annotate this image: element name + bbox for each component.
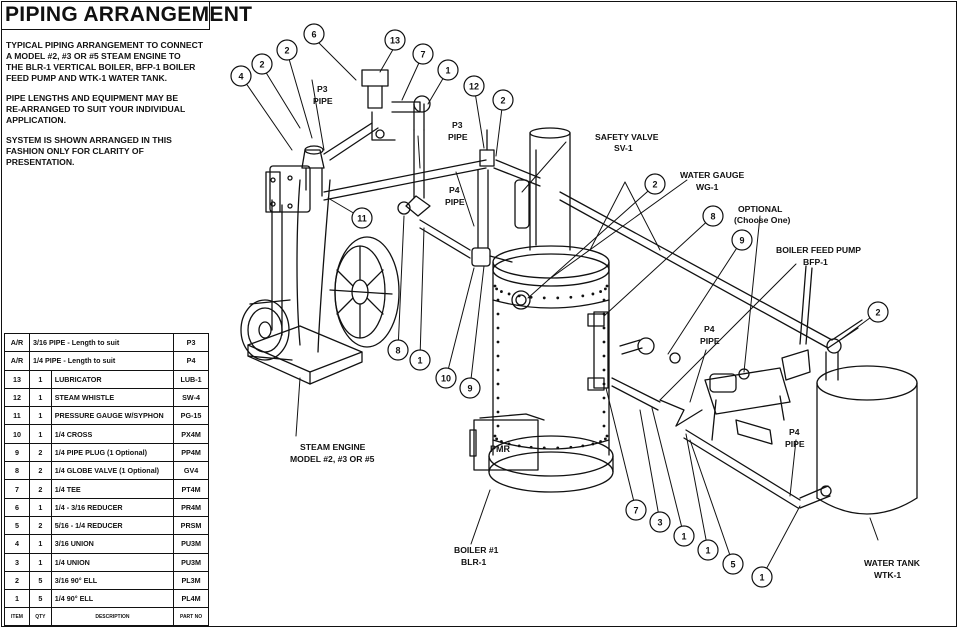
balloon-number: 8 [395,345,401,356]
bom-header-cell: DESCRIPTION [51,608,173,626]
boiler-badge: PMR [490,444,510,454]
bom-qty: 5 [29,571,51,589]
bom-description: PRESSURE GAUGE W/SYPHON [51,407,173,425]
bom-part-no: PT4M [174,480,209,498]
bill-of-materials [4,333,209,626]
pipe-label-3: PIPE [445,197,465,207]
bom-qty: 1 [29,553,51,571]
bom-description: 1/4 GLOBE VALVE (1 Optional) [51,462,173,480]
p3-label-1: P3 [317,84,328,94]
balloon-number: 1 [705,545,711,556]
bom-row [5,535,209,553]
balloon-number: 3 [657,517,663,528]
pipe-label-1: PIPE [313,96,333,106]
balloon-number: 1 [681,531,687,542]
bom-part-no: PG-15 [174,407,209,425]
bom-item: 1 [5,590,30,608]
bom-item: 6 [5,498,30,516]
bom-row [5,370,209,388]
note-1: TYPICAL PIPING ARRANGEMENT TO CONNECT A MODEL #2, #3 OR #5 STEAM ENGINE TO THE BLR-1 VERTICAL BOILER, BFP-1 BOILER FEED PUMP AND WTK-1 WATER TANK. [6,40,204,83]
bom-row [5,571,209,589]
bom-description: 1/4 90° ELL [51,590,173,608]
balloon-number: 11 [357,213,367,224]
bom-qty: 2 [29,443,51,461]
bom-description: 1/4 UNION [51,553,173,571]
balloon-number: 2 [284,45,290,56]
bom-part-no: PRSM [174,516,209,534]
safety-valve-label: SAFETY VALVE [595,132,659,142]
feed-pump-label: BOILER FEED PUMP [776,245,861,255]
bom-description: STEAM WHISTLE [51,388,173,406]
bom-item: A/R [5,334,30,352]
bom-header-cell: QTY [29,608,51,626]
balloon-number: 7 [420,49,426,60]
bom-description: 3/16 UNION [51,535,173,553]
note-3: SYSTEM IS SHOWN ARRANGED IN THIS FASHION ONLY FOR CLARITY OF PRESENTATION. [6,135,172,167]
bom-row [5,388,209,406]
pipe-label-5: PIPE [785,439,805,449]
bom-description: 3/16 PIPE - Length to suit [29,334,173,352]
bom-row [5,443,209,461]
bom-item: 7 [5,480,30,498]
bom-row [5,498,209,516]
steam-engine-label: STEAM ENGINE [300,442,366,452]
bom-header-row [5,608,209,626]
bom-header-cell: ITEM [5,608,30,626]
bom-qty: 1 [29,388,51,406]
bom-row [5,334,209,352]
bom-part-no: P3 [174,334,209,352]
bom-description: 1/4 - 3/16 REDUCER [51,498,173,516]
balloon-number: 9 [739,235,745,246]
bom-row [5,516,209,534]
bom-qty: 5 [29,590,51,608]
balloon-number: 1 [417,355,423,366]
steam-engine-model-label: MODEL #2, #3 OR #5 [290,454,375,464]
bom-description: 1/4 PIPE PLUG (1 Optional) [51,443,173,461]
notes [6,40,206,177]
bom-part-no: PU3M [174,553,209,571]
bom-qty: 2 [29,480,51,498]
bom-item: 3 [5,553,30,571]
bom-description: 1/4 PIPE - Length to suit [29,352,173,370]
bom-description: 3/16 90° ELL [51,571,173,589]
bom-item: 12 [5,388,30,406]
bom-item: 4 [5,535,30,553]
balloon-number: 13 [389,35,401,46]
bom-item: 13 [5,370,30,388]
balloon-number: 5 [730,559,736,570]
bom-description: 1/4 TEE [51,480,173,498]
bom-row [5,480,209,498]
bom-row [5,553,209,571]
balloon-number: 9 [467,383,473,394]
p4-label-3: P4 [789,427,800,437]
balloon-number: 7 [633,505,639,516]
p3-label-2: P3 [452,120,463,130]
bom-description: LUBRICATOR [51,370,173,388]
bom-part-no: GV4 [174,462,209,480]
p4-label-1: P4 [449,185,460,195]
bom-qty: 1 [29,498,51,516]
drawing-title: PIPING ARRANGEMENT [5,3,253,26]
pipe-label-4: PIPE [700,336,720,346]
p4-label-2: P4 [704,324,715,334]
bom-part-no: PX4M [174,425,209,443]
balloon-number: 8 [710,211,716,222]
water-gauge-label: WATER GAUGE [680,170,745,180]
bom-header-cell: PART NO [174,608,209,626]
balloon-number: 6 [311,29,317,40]
balloon-number: 4 [238,71,244,82]
bom-description: 1/4 CROSS [51,425,173,443]
choose-one-label: (Choose One) [734,215,791,225]
bom-item: 5 [5,516,30,534]
bom-part-no: PR4M [174,498,209,516]
title-box [1,1,253,30]
feed-pump-code-label: BFP-1 [803,257,828,267]
bom-qty: 2 [29,462,51,480]
boiler-label: BOILER #1 [454,545,499,555]
bom-part-no: PP4M [174,443,209,461]
bom-item: 11 [5,407,30,425]
bom-row [5,462,209,480]
bom-part-no: P4 [174,352,209,370]
balloon-number: 1 [759,572,765,583]
water-gauge-code-label: WG-1 [696,182,719,192]
bom-part-no: PL3M [174,571,209,589]
bom-row [5,407,209,425]
bom-qty: 1 [29,407,51,425]
bom-part-no: SW-4 [174,388,209,406]
pipe-label-2: PIPE [448,132,468,142]
balloon-number: 2 [875,307,881,318]
bom-part-no: PU3M [174,535,209,553]
water-tank-code-label: WTK-1 [874,570,902,580]
bom-description: 5/16 - 1/4 REDUCER [51,516,173,534]
balloon-number: 1 [445,65,451,76]
balloon-number: 10 [440,373,452,384]
bom-item: 2 [5,571,30,589]
balloon-number: 2 [259,59,265,70]
bom-row [5,425,209,443]
bom-qty: 1 [29,425,51,443]
balloon-number: 12 [468,81,480,92]
bom-part-no: PL4M [174,590,209,608]
bom-item: 8 [5,462,30,480]
bom-qty: 1 [29,370,51,388]
bom-item: 9 [5,443,30,461]
bom-qty: 1 [29,535,51,553]
optional-label: OPTIONAL [738,204,783,214]
note-2: PIPE LENGTHS AND EQUIPMENT MAY BE RE-ARRANGED TO SUIT YOUR INDIVIDUAL APPLICATION. [6,93,186,125]
water-tank-label: WATER TANK [864,558,921,568]
boiler-code-label: BLR-1 [461,557,487,567]
bom-row [5,352,209,370]
balloon-number: 2 [500,95,506,106]
bom-row [5,590,209,608]
bom-part-no: LUB-1 [174,370,209,388]
bom-item: A/R [5,352,30,370]
bom-qty: 2 [29,516,51,534]
balloon-number: 2 [652,179,658,190]
safety-valve-code-label: SV-1 [614,143,633,153]
bom-item: 10 [5,425,30,443]
